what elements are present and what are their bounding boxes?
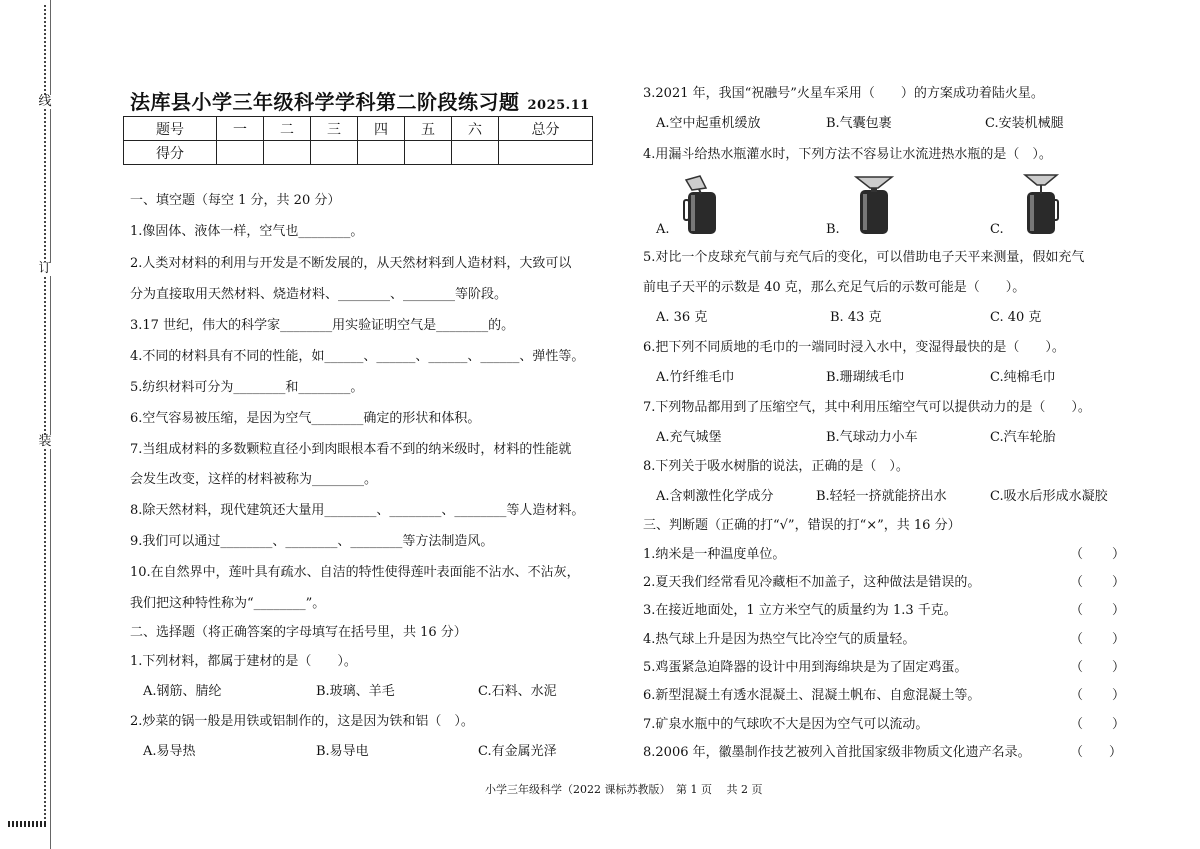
choice-option: A.充气城堡 — [656, 430, 722, 445]
choice-option: A.钢筋、腈纶 — [143, 684, 222, 699]
answer-parens[interactable]: （ ） — [1070, 632, 1127, 647]
score-row-label: 得分 — [124, 141, 217, 165]
judge-item: 1.纳米是一种温度单位。 — [643, 547, 786, 562]
fill-line: 分为直接取用天然材料、烧造材料、________、________等阶段。 — [130, 287, 508, 302]
choice-option: C.安装机械腿 — [985, 116, 1064, 131]
choice-question: 6.把下列不同质地的毛巾的一端同时浸入水中，变湿得最快的是（ ）。 — [643, 340, 1065, 355]
choice-option: B.气球动力小车 — [826, 430, 918, 445]
margin-label-ding: 订 — [36, 262, 54, 276]
choice-option: C.有金属光泽 — [478, 744, 557, 759]
choice-question: 4.用漏斗给热水瓶灌水时，下列方法不容易让水流进热水瓶的是（ ）。 — [643, 147, 1052, 162]
score-header-cell: 五 — [405, 117, 452, 141]
fill-line: 5.纺织材料可分为________和________。 — [130, 380, 364, 395]
score-header-cell: 总分 — [499, 117, 593, 141]
choice-option: C.汽车轮胎 — [990, 430, 1056, 445]
choice-option: B.易导电 — [316, 744, 369, 759]
fill-line: 3.17 世纪，伟大的科学家________用实验证明空气是________的。 — [130, 318, 515, 333]
fill-line: 2.人类对材料的利用与开发是不断发展的，从天然材料到人造材料，大致可以 — [130, 256, 572, 271]
fill-line: 4.不同的材料具有不同的性能，如______、______、______、______、弹性等。 — [130, 349, 585, 364]
thermos-funnel-sealed-icon — [851, 172, 897, 236]
title-text: 法库县小学三年级科学学科第二阶段练习题 — [130, 90, 520, 114]
page-footer: 小学三年级科学（2022 课标苏教版） 第 1 页 共 2 页 — [485, 783, 763, 796]
answer-parens[interactable]: （ ） — [1070, 660, 1127, 675]
choice-question: 3.2021 年，我国“祝融号”火星车采用（ ）的方案成功着陆火星。 — [643, 86, 1044, 101]
choice-question: 7.下列物品都用到了压缩空气，其中利用压缩空气可以提供动力的是（ ）。 — [643, 400, 1091, 415]
margin-label-xian: 线 — [36, 95, 54, 109]
fill-line: 8.除天然材料，现代建筑还大量用________、________、________等人造材料。 — [130, 503, 585, 518]
choice-option: C.纯棉毛巾 — [990, 370, 1056, 385]
judge-item: 6.新型混凝土有透水混凝土、混凝土帆布、自愈混凝土等。 — [643, 688, 981, 703]
choice-option: C. — [990, 222, 1004, 237]
score-header-cell: 四 — [358, 117, 405, 141]
judge-item: 8.2006 年，徽墨制作技艺被列入首批国家级非物质文化遗产名录。 — [643, 745, 1031, 760]
fill-line: 10.在自然界中，莲叶具有疏水、自洁的特性使得莲叶表面能不沾水、不沾灰， — [130, 565, 580, 580]
answer-parens[interactable]: （ ） — [1070, 745, 1123, 760]
choice-option: A.易导热 — [143, 744, 196, 759]
fill-line: 1.像固体、液体一样，空气也________。 — [130, 224, 364, 239]
section3-heading: 三、判断题（正确的打“√”，错误的打“×”，共 16 分） — [643, 518, 961, 533]
section1-heading: 一、填空题（每空 1 分，共 20 分） — [130, 193, 341, 208]
choice-option: B.珊瑚绒毛巾 — [826, 370, 905, 385]
fill-line: 我们把这种特性称为“________”。 — [130, 596, 326, 611]
choice-question: 2.炒菜的锅一般是用铁或铝制作的，这是因为铁和铝（ ）。 — [130, 714, 474, 729]
section2-heading: 二、选择题（将正确答案的字母填写在括号里，共 16 分） — [130, 625, 467, 640]
score-header-cell: 六 — [452, 117, 499, 141]
judge-item: 3.在接近地面处，1 立方米空气的质量约为 1.3 千克。 — [643, 603, 957, 618]
choice-option: B. 43 克 — [830, 310, 882, 325]
thermos-funnel-tilted-icon — [676, 172, 726, 236]
fill-line: 会发生改变，这样的材料被称为________。 — [130, 472, 378, 487]
answer-parens[interactable]: （ ） — [1070, 575, 1127, 590]
judge-item: 2.夏天我们经常看见冷藏柜不加盖子，这种做法是错误的。 — [643, 575, 981, 590]
margin-label-zhuang: 装 — [36, 435, 54, 449]
choice-option: A.空中起重机缓放 — [656, 116, 761, 131]
score-header-cell: 三 — [311, 117, 358, 141]
judge-item: 4.热气球上升是因为热空气比冷空气的质量轻。 — [643, 632, 916, 647]
choice-option: C.石料、水泥 — [478, 684, 557, 699]
choice-option: A.竹纤维毛巾 — [656, 370, 735, 385]
score-header-cell: 二 — [264, 117, 311, 141]
choice-option: C. 40 克 — [990, 310, 1042, 325]
fill-line: 7.当组成材料的多数颗粒直径小到肉眼根本看不到的纳米级时，材料的性能就 — [130, 442, 572, 457]
score-header-cell: 一 — [217, 117, 264, 141]
choice-question: 5.对比一个皮球充气前与充气后的变化，可以借助电子天平来测量，假如充气 — [643, 250, 1085, 265]
choice-option: B.轻轻一挤就能挤出水 — [816, 489, 947, 504]
choice-option: B.玻璃、羊毛 — [316, 684, 395, 699]
choice-option: B. — [826, 222, 840, 237]
thermos-funnel-raised-icon — [1017, 172, 1067, 236]
answer-parens[interactable]: （ ） — [1070, 717, 1127, 732]
choice-question-cont: 前电子天平的示数是 40 克，那么充足气后的示数可能是（ ）。 — [643, 280, 1026, 295]
fill-line: 6.空气容易被压缩，是因为空气________确定的形状和体积。 — [130, 411, 481, 426]
choice-question: 1.下列材料，都属于建材的是（ ）。 — [130, 654, 357, 669]
answer-parens[interactable]: （ ） — [1070, 688, 1127, 703]
score-header-cell: 题号 — [124, 117, 217, 141]
choice-option: C.吸水后形成水凝胶 — [990, 489, 1108, 504]
answer-parens[interactable]: （ ） — [1070, 603, 1127, 618]
choice-question: 8.下列关于吸水树脂的说法，正确的是（ ）。 — [643, 459, 909, 474]
answer-parens[interactable]: （ ） — [1070, 547, 1127, 562]
choice-option: A.含刺激性化学成分 — [656, 489, 774, 504]
choice-option: B.气囊包裹 — [826, 116, 892, 131]
title-year: 2025.11 — [527, 98, 590, 113]
choice-option: A. — [656, 222, 670, 237]
judge-item: 5.鸡蛋紧急迫降器的设计中用到海绵块是为了固定鸡蛋。 — [643, 660, 968, 675]
choice-option: A. 36 克 — [656, 310, 708, 325]
fill-line: 9.我们可以通过________、________、________等方法制造风。 — [130, 534, 494, 549]
judge-item: 7.矿泉水瓶中的气球吹不大是因为空气可以流动。 — [643, 717, 929, 732]
